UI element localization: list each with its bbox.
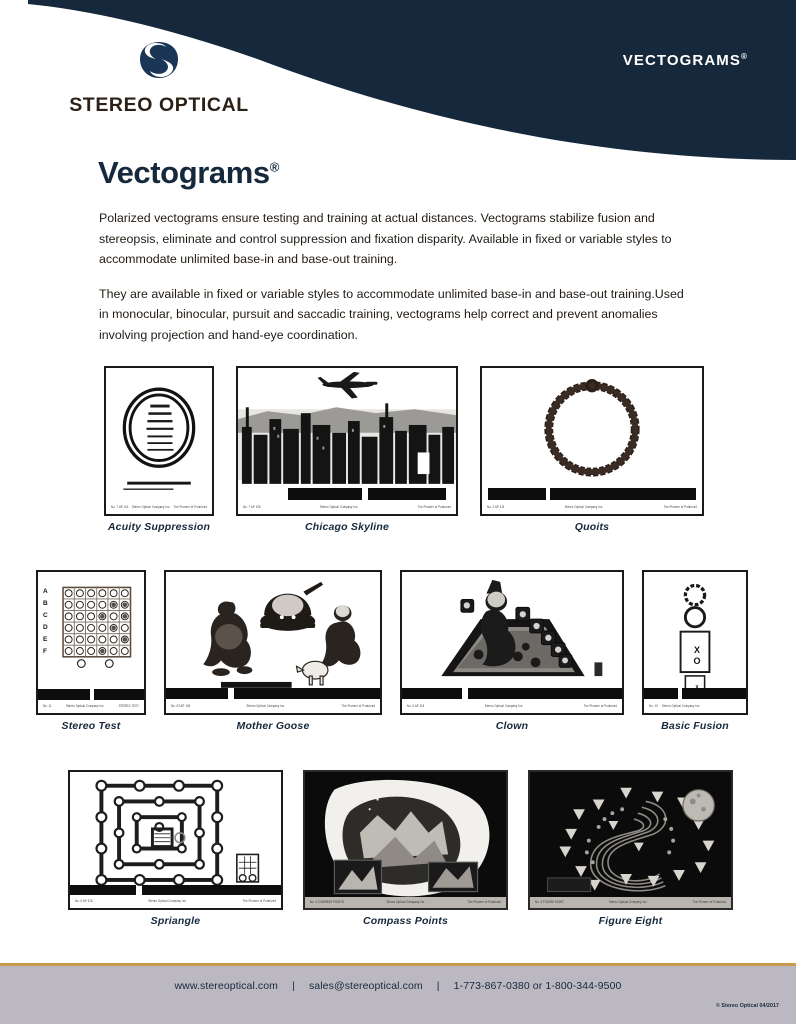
plate-company: Stereo Optical Company Inc.	[609, 900, 648, 905]
basic-fusion-letters-large: X O	[693, 644, 701, 666]
stereo-test-row-labels: A B C D E F	[43, 588, 48, 655]
product-card-acuity-suppression[interactable]	[104, 366, 214, 533]
product-card-spriangle[interactable]	[68, 770, 283, 927]
footer-contact-line	[0, 980, 796, 992]
acuity-suppression-artwork	[106, 368, 212, 513]
plate-code: No. 03 AP 109	[171, 704, 191, 708]
plate-company: Stereo Optical Company Inc.	[484, 704, 524, 708]
intro-copy	[99, 208, 689, 359]
product-card-basic-fusion[interactable]	[642, 570, 748, 732]
product-card-figure-eight[interactable]	[528, 770, 733, 927]
product-row-2	[36, 570, 748, 732]
plate-company: Stereo Optical Company Inc.	[386, 900, 426, 905]
product-caption: Spriangle	[150, 915, 201, 927]
page-title: Vectograms®	[98, 155, 279, 190]
brand-name: STEREO OPTICAL	[69, 94, 249, 116]
product-caption: Chicago Skyline	[304, 521, 390, 533]
compass-points-artwork	[305, 772, 506, 909]
plate-company: Stereo Optical Company Inc.	[148, 899, 187, 903]
plate-footer-line	[530, 897, 731, 908]
product-row-3	[68, 770, 733, 927]
plate-tagline: The Pioneer of Polarized	[173, 505, 207, 509]
footer-copyright: © Stereo Optical 04/2017	[715, 1003, 779, 1009]
page-header	[0, 0, 796, 160]
plate-footer-line	[644, 700, 746, 712]
plate-footer-line	[238, 501, 456, 513]
plate-company: Stereo Optical Company Inc.	[564, 505, 604, 509]
product-card-quoits[interactable]	[480, 366, 704, 533]
plate-company: Stereo Optical Company Inc.	[246, 704, 286, 708]
plate-code: No. 7 AP 101	[111, 505, 129, 509]
plate-tagline: The Pioneer of Polarized	[417, 505, 451, 509]
product-card-chicago-skyline[interactable]	[236, 366, 458, 533]
figure-eight-artwork	[530, 772, 731, 909]
product-card-stereo-test[interactable]	[36, 570, 146, 732]
plate-company: Stereo Optical Company Inc.	[131, 505, 171, 509]
plate-code: No. 11	[43, 704, 52, 708]
footer-separator-1: |	[292, 980, 295, 992]
paragraph-1: Polarized vectograms ensure testing and training at actual distances. Vectograms stabilize fusion and stereopsis, eliminate and control suppression and fixation disparity. Available in fixed or variable styles to accommodate unlimited base-in and base-out training.	[99, 211, 672, 266]
product-row-1	[104, 366, 704, 533]
plate-footer-line	[166, 700, 380, 712]
product-caption: Quoits	[574, 521, 610, 533]
plate-tagline: STEREO TEST	[118, 704, 139, 708]
product-card-clown[interactable]	[400, 570, 624, 732]
plate-code: No. 7 AP 105	[243, 505, 261, 509]
footer-phone[interactable]: 1-773-867-0380 or 1-800-344-9500	[453, 980, 622, 992]
plate-code: No. 6 AP 115	[407, 704, 425, 708]
footer-separator-2: |	[436, 980, 440, 992]
product-caption: Stereo Test	[61, 720, 121, 732]
plate-tagline: The Pioneer of Polarized	[583, 704, 617, 708]
footer-website-link[interactable]: www.stereoptical.com	[174, 980, 279, 992]
plate-tagline: The Pioneer of Polarized	[663, 505, 697, 509]
plate-code: No. 10	[649, 704, 658, 708]
plate-footer-line	[402, 700, 622, 712]
product-caption: Clown	[495, 720, 529, 732]
plate-tagline: The Pioneer of Polarized	[692, 900, 726, 905]
footer-email-link[interactable]: sales@stereoptical.com	[308, 980, 423, 992]
product-caption: Basic Fusion	[661, 720, 729, 732]
plate-company: Stereo Optical Company Inc.	[661, 704, 701, 708]
plate-tagline: The Pioneer of Polarized	[467, 900, 501, 905]
product-caption: Compass Points	[362, 915, 449, 927]
plate-footer-line	[106, 501, 212, 513]
page-footer	[0, 966, 796, 1024]
plate-tagline: The Pioneer of Polarized	[242, 899, 276, 903]
plate-company: Stereo Optical Company Inc.	[65, 704, 105, 708]
product-card-mother-goose[interactable]	[164, 570, 382, 732]
product-caption: Figure Eight	[598, 915, 663, 927]
plate-tagline: The Pioneer of Polarized	[341, 704, 375, 708]
product-caption: Mother Goose	[236, 720, 310, 732]
plate-footer-line	[38, 700, 144, 712]
product-card-compass-points[interactable]	[303, 770, 508, 927]
plate-code: No. 3 FIGURE EIGHT	[535, 900, 564, 905]
paragraph-2: They are available in fixed or variable styles to accommodate unlimited base-in and base-out training.Used in monocular, binocular, pursuit and saccadic training, vectograms help correct and prevent anomalies involving projection and hand-eye coordination.	[99, 286, 684, 342]
plate-code: No. 4 COMPASS POINTS	[310, 900, 345, 905]
stereo-optical-s-mark-icon	[136, 38, 182, 88]
plate-footer-line	[305, 897, 506, 908]
plate-footer-line	[482, 501, 702, 513]
product-caption: Acuity Suppression	[107, 521, 211, 533]
plate-company: Stereo Optical Company Inc.	[319, 505, 359, 509]
brand-logo	[44, 38, 274, 117]
header-product-title: VECTOGRAMS®	[622, 52, 748, 69]
plate-code: No. 5 AP 215	[75, 899, 93, 903]
plate-footer-line	[70, 895, 281, 907]
plate-code: No. 2 AP 3-B	[487, 505, 505, 509]
